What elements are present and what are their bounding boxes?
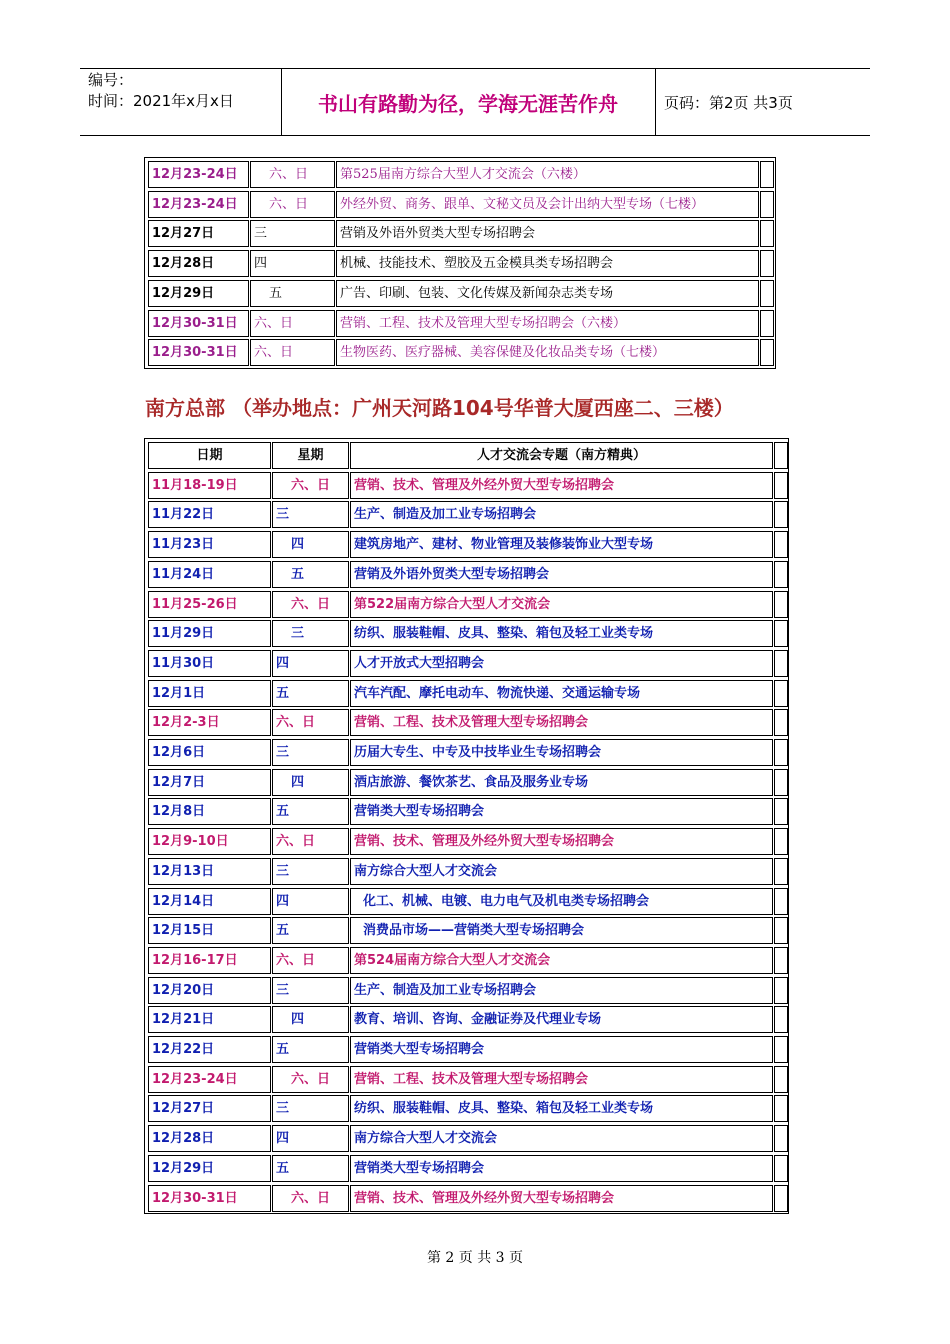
blank-cell [774, 1066, 788, 1093]
blank-cell [774, 620, 788, 647]
date-cell: 12月23-24日 [148, 1066, 271, 1093]
topic-cell: 第525届南方综合大型人才交流会（六楼） [336, 161, 759, 188]
blank-cell [760, 250, 774, 277]
section-title: 南方总部 （举办地点：广州天河路104号华普大厦西座二、三楼） [145, 396, 734, 420]
schedule-table-headquarters [144, 438, 789, 1214]
weekday-cell: 四 [272, 650, 349, 677]
blank-cell [760, 310, 774, 337]
topic-cell: 营销及外语外贸类大型专场招聘会 [350, 561, 773, 588]
date-cell: 12月22日 [148, 1036, 271, 1063]
weekday-cell: 三 [272, 1095, 349, 1122]
code-label: 编号： [88, 71, 134, 89]
date-cell: 12月29日 [148, 1155, 271, 1182]
header-divider-right [655, 68, 656, 135]
blank-cell [774, 798, 788, 825]
blank-cell [760, 161, 774, 188]
date-cell: 11月18-19日 [148, 472, 271, 499]
header-date: 日期 [148, 442, 271, 469]
date-cell: 12月13日 [148, 858, 271, 885]
header-meta [88, 70, 234, 112]
date-cell: 12月14日 [148, 888, 271, 915]
date-cell: 12月21日 [148, 1006, 271, 1033]
topic-cell: 机械、技能技术、塑胶及五金模具类专场招聘会 [336, 250, 759, 277]
blank-cell [774, 1095, 788, 1122]
weekday-cell: 五 [272, 1036, 349, 1063]
weekday-cell: 三 [272, 501, 349, 528]
weekday-cell: 四 [272, 769, 349, 796]
date-cell: 12月1日 [148, 680, 271, 707]
weekday-cell: 三 [272, 739, 349, 766]
weekday-cell: 三 [272, 977, 349, 1004]
blank-cell [774, 1155, 788, 1182]
blank-cell [774, 501, 788, 528]
date-cell: 12月27日 [148, 1095, 271, 1122]
topic-cell: 汽车汽配、摩托电动车、物流快递、交通运输专场 [350, 680, 773, 707]
blank-cell [760, 280, 774, 307]
topic-cell: 南方综合大型人才交流会 [350, 858, 773, 885]
schedule-table-top [144, 157, 776, 369]
blank-cell [774, 472, 788, 499]
blank-cell [774, 977, 788, 1004]
weekday-cell: 五 [272, 1155, 349, 1182]
topic-cell: 第522届南方综合大型人才交流会 [350, 591, 773, 618]
date-cell: 12月20日 [148, 977, 271, 1004]
blank-cell [774, 680, 788, 707]
blank-cell [774, 650, 788, 677]
header-top-rule [80, 68, 870, 69]
weekday-cell: 六、日 [250, 191, 335, 218]
weekday-cell: 六、日 [272, 828, 349, 855]
blank-cell [774, 709, 788, 736]
topic-cell: 生物医药、医疗器械、美容保健及化妆品类专场（七楼） [336, 339, 759, 366]
weekday-cell: 三 [250, 220, 335, 247]
topic-cell: 营销、技术、管理及外经外贸大型专场招聘会 [350, 472, 773, 499]
weekday-cell: 六、日 [250, 310, 335, 337]
topic-cell: 营销、技术、管理及外经外贸大型专场招聘会 [350, 828, 773, 855]
weekday-cell: 六、日 [250, 161, 335, 188]
header-motto: 书山有路勤为径，学海无涯苦作舟 [318, 92, 618, 116]
blank-cell [774, 917, 788, 944]
topic-cell: 化工、机械、电镀、电力电气及机电类专场招聘会 [350, 888, 773, 915]
weekday-cell: 四 [250, 250, 335, 277]
topic-cell: 生产、制造及加工业专场招聘会 [350, 501, 773, 528]
blank-cell [774, 1036, 788, 1063]
topic-cell: 建筑房地产、建材、物业管理及装修装饰业大型专场 [350, 531, 773, 558]
weekday-cell: 四 [272, 1006, 349, 1033]
date-cell: 11月22日 [148, 501, 271, 528]
weekday-cell: 六、日 [272, 1066, 349, 1093]
date-cell: 12月28日 [148, 250, 249, 277]
weekday-cell: 六、日 [272, 472, 349, 499]
weekday-cell: 五 [272, 917, 349, 944]
blank-cell [760, 339, 774, 366]
date-cell: 12月8日 [148, 798, 271, 825]
date-cell: 12月23-24日 [148, 161, 249, 188]
date-cell: 12月28日 [148, 1125, 271, 1152]
blank-cell [774, 1125, 788, 1152]
weekday-cell: 五 [250, 280, 335, 307]
date-cell: 12月7日 [148, 769, 271, 796]
topic-cell: 外经外贸、商务、跟单、文秘文员及会计出纳大型专场（七楼） [336, 191, 759, 218]
topic-cell: 营销、工程、技术及管理大型专场招聘会（六楼） [336, 310, 759, 337]
date-cell: 12月9-10日 [148, 828, 271, 855]
header-bottom-rule [80, 135, 870, 136]
blank-cell [774, 858, 788, 885]
topic-cell: 营销类大型专场招聘会 [350, 1155, 773, 1182]
weekday-cell: 六、日 [272, 709, 349, 736]
topic-cell: 营销、工程、技术及管理大型专场招聘会 [350, 1066, 773, 1093]
blank-cell [774, 739, 788, 766]
topic-cell: 纺织、服装鞋帽、皮具、整染、箱包及轻工业类专场 [350, 1095, 773, 1122]
header-blank-cell [774, 442, 788, 469]
date-cell: 12月29日 [148, 280, 249, 307]
date-cell: 11月25-26日 [148, 591, 271, 618]
date-label: 时间：2021年x月x日 [88, 92, 234, 110]
date-cell: 12月30-31日 [148, 1185, 271, 1212]
blank-cell [774, 1006, 788, 1033]
weekday-cell: 三 [272, 858, 349, 885]
topic-cell: 营销及外语外贸类大型专场招聘会 [336, 220, 759, 247]
weekday-cell: 六、日 [272, 1185, 349, 1212]
date-cell: 11月30日 [148, 650, 271, 677]
topic-cell: 南方综合大型人才交流会 [350, 1125, 773, 1152]
topic-cell: 历届大专生、中专及中技毕业生专场招聘会 [350, 739, 773, 766]
topic-cell: 营销、工程、技术及管理大型专场招聘会 [350, 709, 773, 736]
topic-cell: 教育、培训、咨询、金融证券及代理业专场 [350, 1006, 773, 1033]
date-cell: 12月6日 [148, 739, 271, 766]
date-cell: 12月30-31日 [148, 339, 249, 366]
blank-cell [774, 591, 788, 618]
blank-cell [774, 888, 788, 915]
date-cell: 12月23-24日 [148, 191, 249, 218]
date-cell: 12月16-17日 [148, 947, 271, 974]
weekday-cell: 六、日 [250, 339, 335, 366]
weekday-cell: 五 [272, 798, 349, 825]
date-cell: 12月2-3日 [148, 709, 271, 736]
date-cell: 11月23日 [148, 531, 271, 558]
weekday-cell: 五 [272, 680, 349, 707]
header-day: 星期 [272, 442, 349, 469]
blank-cell [774, 828, 788, 855]
blank-cell [760, 220, 774, 247]
weekday-cell: 三 [272, 620, 349, 647]
blank-cell [774, 531, 788, 558]
blank-cell [774, 1185, 788, 1212]
topic-cell: 生产、制造及加工业专场招聘会 [350, 977, 773, 1004]
header-topic: 人才交流会专题（南方精典） [350, 442, 773, 469]
weekday-cell: 五 [272, 561, 349, 588]
topic-cell: 纺织、服装鞋帽、皮具、整染、箱包及轻工业类专场 [350, 620, 773, 647]
topic-cell: 酒店旅游、餐饮茶艺、食品及服务业专场 [350, 769, 773, 796]
blank-cell [760, 191, 774, 218]
blank-cell [774, 769, 788, 796]
topic-cell: 人才开放式大型招聘会 [350, 650, 773, 677]
blank-cell [774, 561, 788, 588]
page-footer: 第 2 页 共 3 页 [426, 1250, 524, 1266]
topic-cell: 营销类大型专场招聘会 [350, 1036, 773, 1063]
date-cell: 11月24日 [148, 561, 271, 588]
blank-cell [774, 947, 788, 974]
topic-cell: 营销类大型专场招聘会 [350, 798, 773, 825]
date-cell: 12月27日 [148, 220, 249, 247]
weekday-cell: 四 [272, 531, 349, 558]
weekday-cell: 六、日 [272, 591, 349, 618]
weekday-cell: 四 [272, 1125, 349, 1152]
date-cell: 12月15日 [148, 917, 271, 944]
topic-cell: 广告、印刷、包装、文化传媒及新闻杂志类专场 [336, 280, 759, 307]
header-page-info: 页码：第2页 共3页 [664, 94, 793, 112]
weekday-cell: 六、日 [272, 947, 349, 974]
date-cell: 11月29日 [148, 620, 271, 647]
topic-cell: 第524届南方综合大型人才交流会 [350, 947, 773, 974]
topic-cell: 营销、技术、管理及外经外贸大型专场招聘会 [350, 1185, 773, 1212]
topic-cell: 消费品市场——营销类大型专场招聘会 [350, 917, 773, 944]
date-cell: 12月30-31日 [148, 310, 249, 337]
weekday-cell: 四 [272, 888, 349, 915]
